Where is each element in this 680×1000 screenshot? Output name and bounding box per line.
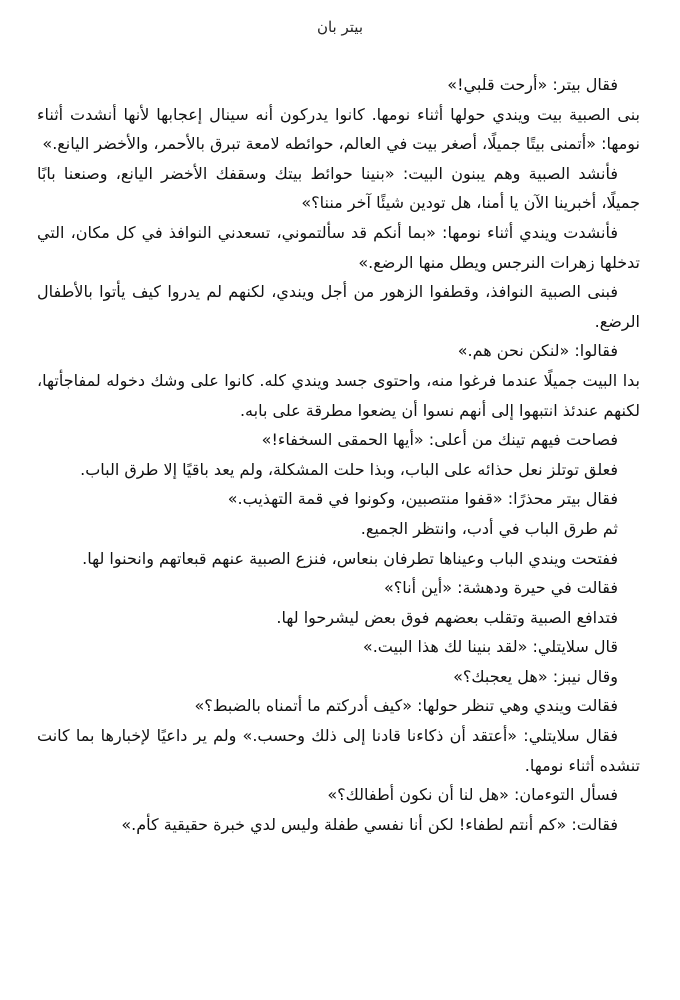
paragraph: بدا البيت جميلًا عندما فرغوا منه، واحتوى جسد ويندي كله. كانوا على وشك دخوله لمفاجأتها، لكنهم عندئذ انتبهوا إلى أنهم نسوا أن يضعوا مطرقة على بابه. xyxy=(37,370,640,420)
paragraph: قال سلايتلي: «لقد بنينا لك هذا البيت.» xyxy=(362,637,618,657)
paragraph: فقال بيتر: «أرحت قلبي!» xyxy=(447,75,618,94)
paragraph: فقالت في حيرة ودهشة: «أين أنا؟» xyxy=(384,578,618,598)
paragraph: فبنى الصبية النوافذ، وقطفوا الزهور من أجل ويندي، لكنهم لم يدروا كيف يأتوا بالأطفال الرضع. xyxy=(37,282,640,331)
paragraph: فعلق توتلز نعل حذائه على الباب، وبذا حلت المشكلة، ولم يعد باقيًا إلا طرق الباب. xyxy=(80,459,618,479)
paragraph: فقالوا: «لنكن نحن هم.» xyxy=(457,341,618,361)
paragraph: فسأل التوءمان: «هل لنا أن نكون أطفالك؟» xyxy=(327,785,618,805)
paragraph: فقالت: «كم أنتم لطفاء! لكن أنا نفسي طفلة وليس لدي خبرة حقيقية كأم.» xyxy=(121,814,618,834)
paragraph: فقال بيتر محذرًا: «قفوا منتصبين، وكونوا في قمة التهذيب.» xyxy=(227,489,618,509)
paragraph: وقال نيبز: «هل يعجبك؟» xyxy=(453,666,618,686)
running-header: بيتر بان xyxy=(316,18,364,36)
paragraph: فقال سلايتلي: «أعتقد أن ذكاءنا قادنا إلى ذلك وحسب.» ولم ير داعيًا لإخبارها بما كانت تنشده أثناء نومها. xyxy=(37,726,640,775)
body-text xyxy=(37,70,640,839)
paragraph: فقالت ويندي وهي تنظر حولها: «كيف أدركتم ما أتمناه بالضبط؟» xyxy=(194,696,618,716)
paragraph: ثم طرق الباب في أدب، وانتظر الجميع. xyxy=(360,518,618,538)
paragraph: فصاحت فيهم تينك من أعلى: «أيها الحمقى السخفاء!» xyxy=(261,430,618,450)
paragraph: فأنشد الصبية وهم يبنون البيت: «بنينا حوائط بيتك وسقفك الأخضر اليانع، وصنعنا بابًا جميلًا، أخبرينا الآن يا أمنا، هل تودين شيئًا آخر مننا؟» xyxy=(37,163,640,213)
paragraph: فأنشدت ويندي أثناء نومها: «بما أنكم قد سألتموني، تسعدني النوافذ في كل مكان، التي تدخلها زهرات النرجس ويطل منها الرضع.» xyxy=(37,222,640,272)
paragraph: بنى الصبية بيت ويندي حولها أثناء نومها. كانوا يدركون أنه سينال إعجابها لأنها أنشدت أثناء نومها: «أتمنى بيتًا جميلًا، أصغر بيت في العالم، حوائطه لامعة تبرق بالأحمر، والأخضر اليانع.» xyxy=(37,104,640,154)
paragraph: فتدافع الصبية وتقلب بعضهم فوق بعض ليشرحوا لها. xyxy=(276,607,618,627)
paragraph: ففتحت ويندي الباب وعيناها تطرفان بنعاس، فنزع الصبية عنهم قبعاتهم وانحنوا لها. xyxy=(82,548,618,568)
